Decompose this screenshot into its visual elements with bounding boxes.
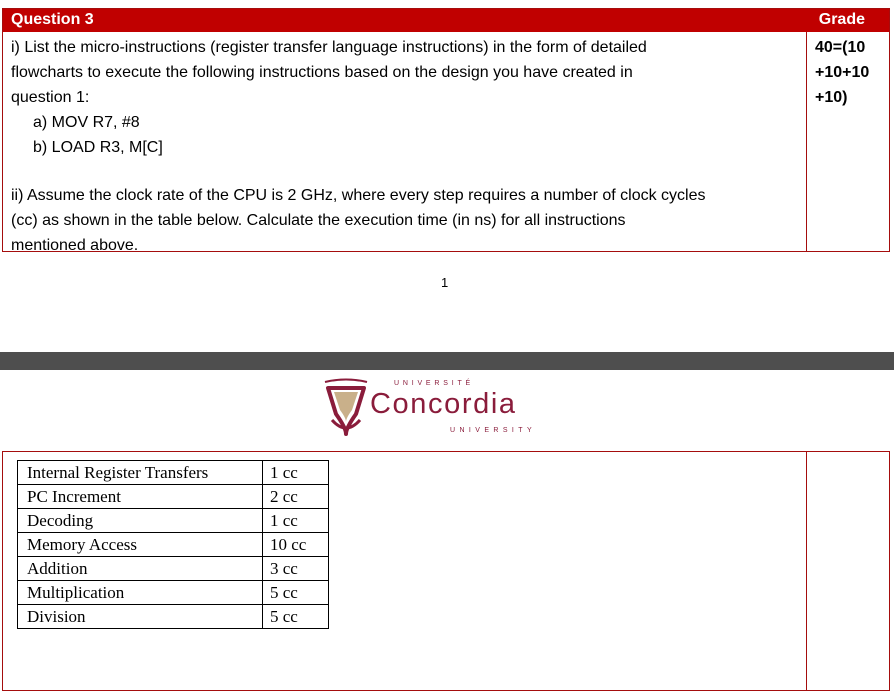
part-ii-line: mentioned above. [11, 237, 139, 254]
step-cycles: 5 cc [263, 605, 329, 629]
part-i-line: question 1: [11, 89, 90, 106]
part-ii-line: (cc) as shown in the table below. Calculate the execution time (in ns) for all instructions [11, 212, 626, 229]
logo-top-text: UNIVERSITÉ [394, 380, 475, 387]
step-cycles: 10 cc [263, 533, 329, 557]
step-cycles: 3 cc [263, 557, 329, 581]
table-row [18, 557, 329, 581]
page-separator [0, 352, 894, 370]
grade-header: Grade [818, 11, 865, 28]
grade-column-divider [806, 452, 807, 690]
step-name: Internal Register Transfers [18, 461, 263, 485]
step-cycles: 1 cc [263, 461, 329, 485]
question-header [3, 9, 889, 32]
step-name: Multiplication [18, 581, 263, 605]
logo-bottom-text: UNIVERSITY [450, 427, 537, 434]
table-row [18, 485, 329, 509]
part-i-line: flowcharts to execute the following instructions based on the design you have created in [11, 64, 633, 81]
step-name: Division [18, 605, 263, 629]
question-box [2, 8, 890, 252]
table-row [18, 509, 329, 533]
clock-cycle-table [17, 460, 329, 629]
table-row [18, 581, 329, 605]
table-row [18, 461, 329, 485]
step-name: Memory Access [18, 533, 263, 557]
grade-line: 40=(10 [815, 39, 866, 56]
step-name: PC Increment [18, 485, 263, 509]
concordia-logo [322, 378, 562, 440]
page-number: 1 [441, 275, 449, 290]
shield-icon [322, 378, 370, 440]
grade-line: +10) [815, 89, 848, 106]
part-i-line: i) List the micro-instructions (register transfer language instructions) in the form of detailed [11, 39, 647, 56]
grade-line: +10+10 [815, 64, 870, 81]
part-ii-line: ii) Assume the clock rate of the CPU is 2 GHz, where every step requires a number of clock cycles [11, 187, 706, 204]
logo-name: Concordia [370, 388, 517, 420]
table-row [18, 533, 329, 557]
question-body [11, 35, 801, 258]
step-name: Decoding [18, 509, 263, 533]
question-title: Question 3 [11, 11, 94, 28]
grade-column-divider [806, 32, 807, 251]
step-cycles: 2 cc [263, 485, 329, 509]
step-name: Addition [18, 557, 263, 581]
table-row [18, 605, 329, 629]
step-cycles: 1 cc [263, 509, 329, 533]
step-cycles: 5 cc [263, 581, 329, 605]
instruction-b: b) LOAD R3, M[C] [33, 139, 163, 156]
instruction-a: a) MOV R7, #8 [33, 114, 140, 131]
grade-value [815, 35, 869, 110]
